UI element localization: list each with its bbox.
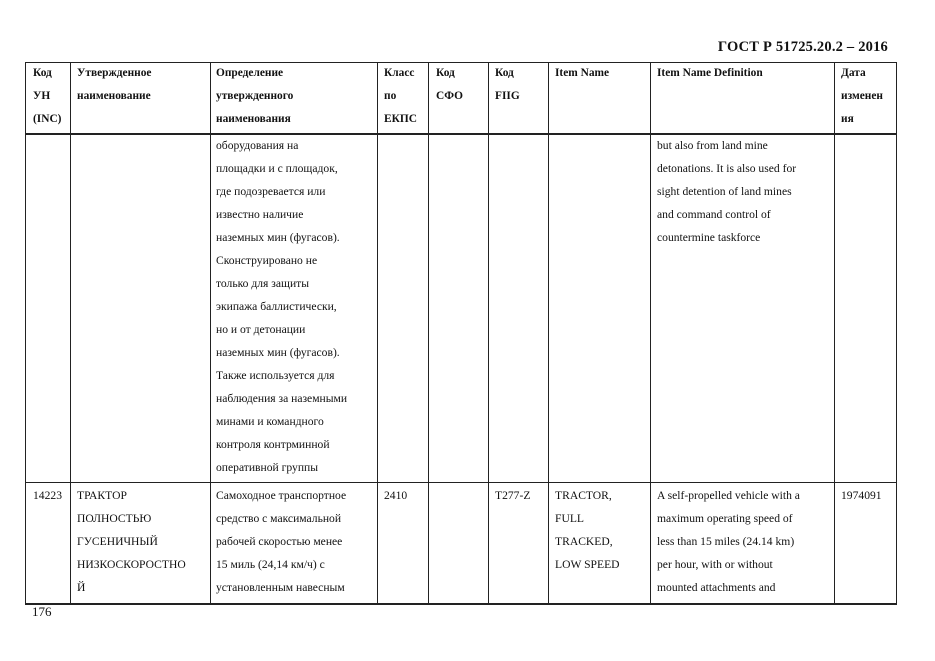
grid-line: [548, 62, 549, 605]
text-line: по: [384, 90, 397, 102]
continuation-definition-en: [657, 134, 833, 249]
column-header-fiig-code: [495, 62, 545, 108]
text-line: площадки и с площадок,: [216, 162, 338, 175]
grid-line: [896, 62, 897, 605]
text-line: но и от детонации: [216, 323, 306, 336]
text-line: detonations. It is also used for: [657, 162, 797, 175]
table-cell-change-date: [841, 484, 895, 507]
text-line: Дата: [841, 67, 866, 79]
grid-line: [70, 62, 71, 605]
column-header-change-date: [841, 62, 895, 131]
text-line: Утвержденное: [77, 67, 152, 79]
table-cell-fiig-code: [495, 484, 547, 507]
table-cell-inc: [33, 484, 69, 507]
text-line: наименование: [77, 90, 151, 102]
text-line: less than 15 miles (24.14 km): [657, 535, 795, 548]
text-line: ия: [841, 113, 854, 125]
column-header-class: [384, 62, 426, 131]
column-header-sfo-code: [436, 62, 486, 108]
text-line: известно наличие: [216, 208, 304, 221]
text-line: НИЗКОСКОРОСТНО: [77, 558, 186, 571]
page-number: 176: [32, 604, 52, 619]
column-header-item-name: [555, 62, 647, 85]
text-line: per hour, with or without: [657, 558, 773, 571]
table-cell-definition-en: [657, 484, 833, 599]
table-cell-class: [384, 484, 426, 507]
text-line: утвержденного: [216, 90, 294, 102]
document-standard-header: ГОСТ Р 51725.20.2 – 2016: [717, 39, 888, 55]
grid-line: [428, 62, 429, 605]
grid-line: [25, 62, 26, 605]
text-line: and command control of: [657, 208, 771, 221]
text-line: Сконструировано не: [216, 254, 318, 267]
text-line: FULL: [555, 512, 584, 525]
text-line: 14223: [33, 489, 62, 502]
table-cell-approved-name: [77, 484, 209, 599]
text-line: 15 миль (24,14 км/ч) с: [216, 558, 325, 571]
text-line: but also from land mine: [657, 139, 768, 152]
text-line: только для защиты: [216, 277, 309, 290]
text-line: наименования: [216, 113, 291, 125]
text-line: Код: [33, 67, 52, 79]
text-line: 1974091: [841, 489, 882, 502]
text-line: изменен: [841, 90, 883, 102]
text-line: УН: [33, 90, 51, 102]
grid-line: [210, 62, 211, 605]
column-header-item-name-definition: [657, 62, 832, 85]
column-header-definition: [216, 62, 374, 131]
text-line: минами и командного: [216, 415, 324, 428]
grid-line: [488, 62, 489, 605]
text-line: T277-Z: [495, 489, 531, 502]
text-line: ПОЛНОСТЬЮ: [77, 512, 152, 525]
continuation-definition-ru: [216, 134, 376, 479]
text-line: Код: [495, 67, 514, 79]
text-line: средство с максимальной: [216, 512, 342, 525]
grid-line: [377, 62, 378, 605]
text-line: TRACTOR,: [555, 489, 612, 502]
text-line: наземных мин (фугасов).: [216, 346, 340, 359]
text-line: экипажа баллистически,: [216, 300, 337, 313]
text-line: maximum operating speed of: [657, 512, 793, 525]
text-line: Класс: [384, 67, 415, 79]
text-line: Й: [77, 581, 86, 594]
text-line: наземных мин (фугасов).: [216, 231, 340, 244]
text-line: Item Name: [555, 67, 610, 79]
grid-line: [834, 62, 835, 605]
text-line: установленным навесным: [216, 581, 345, 594]
text-line: ГУСЕНИЧНЫЙ: [77, 535, 158, 548]
text-line: LOW SPEED: [555, 558, 620, 571]
column-header-approved-name: [77, 62, 207, 108]
text-line: Item Name Definition: [657, 67, 763, 79]
table-cell-definition-ru: [216, 484, 376, 599]
text-line: рабочей скоростью менее: [216, 535, 343, 548]
text-line: sight detention of land mines: [657, 185, 792, 198]
grid-line: [25, 603, 897, 605]
text-line: A self-propelled vehicle with a: [657, 489, 800, 502]
text-line: где подозревается или: [216, 185, 326, 198]
text-line: TRACKED,: [555, 535, 613, 548]
text-line: Также используется для: [216, 369, 335, 382]
text-line: ТРАКТОР: [77, 489, 127, 502]
text-line: (INC): [33, 113, 62, 125]
text-line: Код: [436, 67, 455, 79]
text-line: СФО: [436, 90, 464, 102]
text-line: оперативной группы: [216, 461, 319, 474]
text-line: countermine taskforce: [657, 231, 761, 244]
text-line: mounted attachments and: [657, 581, 776, 594]
text-line: наблюдения за наземными: [216, 392, 348, 405]
text-line: оборудования на: [216, 139, 299, 152]
grid-line: [650, 62, 651, 605]
text-line: контроля контрминной: [216, 438, 330, 451]
text-line: Определение: [216, 67, 284, 79]
text-line: ЕКПС: [384, 113, 417, 125]
text-line: FIIG: [495, 90, 520, 102]
table-cell-item-name: [555, 484, 649, 576]
text-line: Самоходное транспортное: [216, 489, 347, 502]
column-header-inc: [33, 62, 69, 131]
text-line: 2410: [384, 489, 408, 502]
